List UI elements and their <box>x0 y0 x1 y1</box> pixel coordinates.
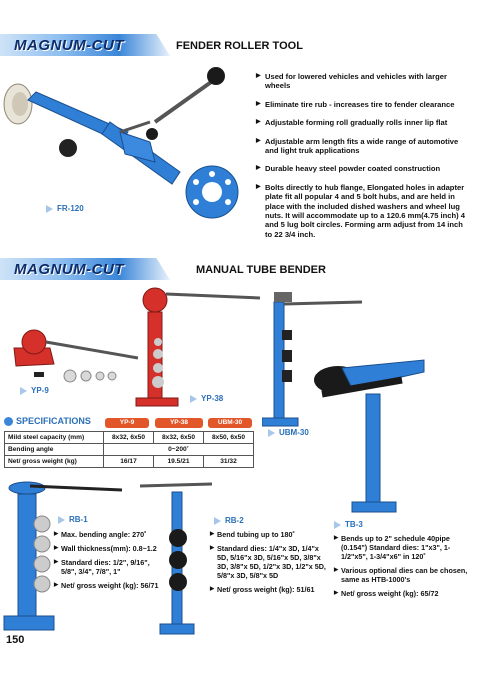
spec-row-label: Net/ gross weight (kg) <box>5 456 104 468</box>
feature-item: ▶ Standard dies: 1/2", 9/16", 5/8", 3/4", 7/8", 1" <box>54 558 166 576</box>
model-label-rb1: RB-1 <box>58 515 88 524</box>
yp38-bender-image <box>130 282 265 412</box>
model-label-ubm30: UBM-30 <box>268 428 309 437</box>
feature-item: ▶ Adjustable forming roll gradually rolls inner lip flat <box>256 118 470 127</box>
yp9-bender-image <box>6 318 144 384</box>
spec-cell: 19.5/21 <box>154 456 204 468</box>
fender-roller-image <box>0 62 248 222</box>
feature-item: ▶ Wall thickness(mm): 0.8~1.2 <box>54 544 166 553</box>
feature-item: ▶ Adjustable arm length fits a wide range of automotive and light truk applications <box>256 137 470 156</box>
brand-logo-2: MAGNUM-CUT <box>14 261 124 278</box>
tb3-features-list <box>334 534 474 603</box>
table-row <box>5 456 254 468</box>
brand-logo: MAGNUM-CUT <box>14 37 124 54</box>
feature-item: ▶ Various optional dies can be chosen, same as HTB-1000's <box>334 566 474 584</box>
spec-cell: 0~200˚ <box>104 444 254 456</box>
fender-features-list <box>256 72 470 248</box>
section-title-bender: MANUAL TUBE BENDER <box>196 264 326 276</box>
rb2-bender-image <box>136 478 216 638</box>
table-row <box>5 432 254 444</box>
rb-large-bender-image <box>312 354 432 514</box>
spec-row-label: Mild steel capacity (mm) <box>5 432 104 444</box>
model-label-fr120: FR-120 <box>46 204 84 213</box>
feature-item: ▶ Bend tubing up to 180˚ <box>210 530 328 539</box>
feature-item: ▶ Net/ gross weight (kg): 65/72 <box>334 589 474 598</box>
spec-cell: 8x50, 6x50 <box>204 432 254 444</box>
feature-item: ▶ Bends up to 2" schedule 40pipe (0.154") Standard dies: 1"x3", 1-1/2"x5", 1-3/4"x6" in 120˚ <box>334 534 474 561</box>
feature-item: ▶ Eliminate tire rub - increases tire to fender clearance <box>256 100 470 109</box>
spec-cell: 16/17 <box>104 456 154 468</box>
specs-heading-text: SPECIFICATIONS <box>16 416 91 426</box>
spec-cell: 8x32, 6x50 <box>104 432 154 444</box>
feature-item: ▶ Net/ gross weight (kg): 51/61 <box>210 585 328 594</box>
rb2-features-list <box>210 530 328 599</box>
model-label-yp9: YP-9 <box>20 386 49 395</box>
spec-row-label: Bending angle <box>5 444 104 456</box>
gear-icon <box>4 417 13 426</box>
model-label-tb3: TB-3 <box>334 520 363 529</box>
spec-col-ubm30: UBM-30 <box>208 418 252 428</box>
feature-item: ▶ Used for lowered vehicles and vehicles with larger wheels <box>256 72 470 91</box>
spec-col-yp38: YP-38 <box>155 418 203 428</box>
feature-item: ▶ Durable heavy steel powder coated construction <box>256 164 470 173</box>
spec-cell: 31/32 <box>204 456 254 468</box>
specs-heading <box>4 416 91 426</box>
feature-item: ▶ Bolts directly to hub flange, Elongated holes in adapter plate fit all popular 4 and 5 bolt hubs, and are held in place with the included dished washers and wheel lug nuts. It will accommodate up to a 120.6 mm(4.75 inch) 4 and 5 lug bolt circles. Forming arm adjust from 14 inch to 22 3/4 inch. <box>256 183 470 239</box>
feature-item: ▶ Net/ gross weight (kg): 56/71 <box>54 581 166 590</box>
feature-item: ▶ Max. bending angle: 270˚ <box>54 530 166 539</box>
section-title-fender: FENDER ROLLER TOOL <box>176 40 303 52</box>
model-label-yp38: YP-38 <box>190 394 223 403</box>
page-number: 150 <box>6 634 25 646</box>
model-label-rb2: RB-2 <box>214 516 244 525</box>
spec-col-yp9: YP-9 <box>105 418 149 428</box>
spec-cell: 8x32, 6x50 <box>154 432 204 444</box>
table-row <box>5 444 254 456</box>
feature-item: ▶ Standard dies: 1/4"x 3D, 1/4"x 5D, 5/16"x 3D, 5/16"x 5D, 3/8"x 3D, 3/8"x 5D, 1/2"x 3D, 1/2"x 5D, 5/8"x 3D, 5/8"x 5D <box>210 544 328 580</box>
spec-table <box>4 431 254 468</box>
